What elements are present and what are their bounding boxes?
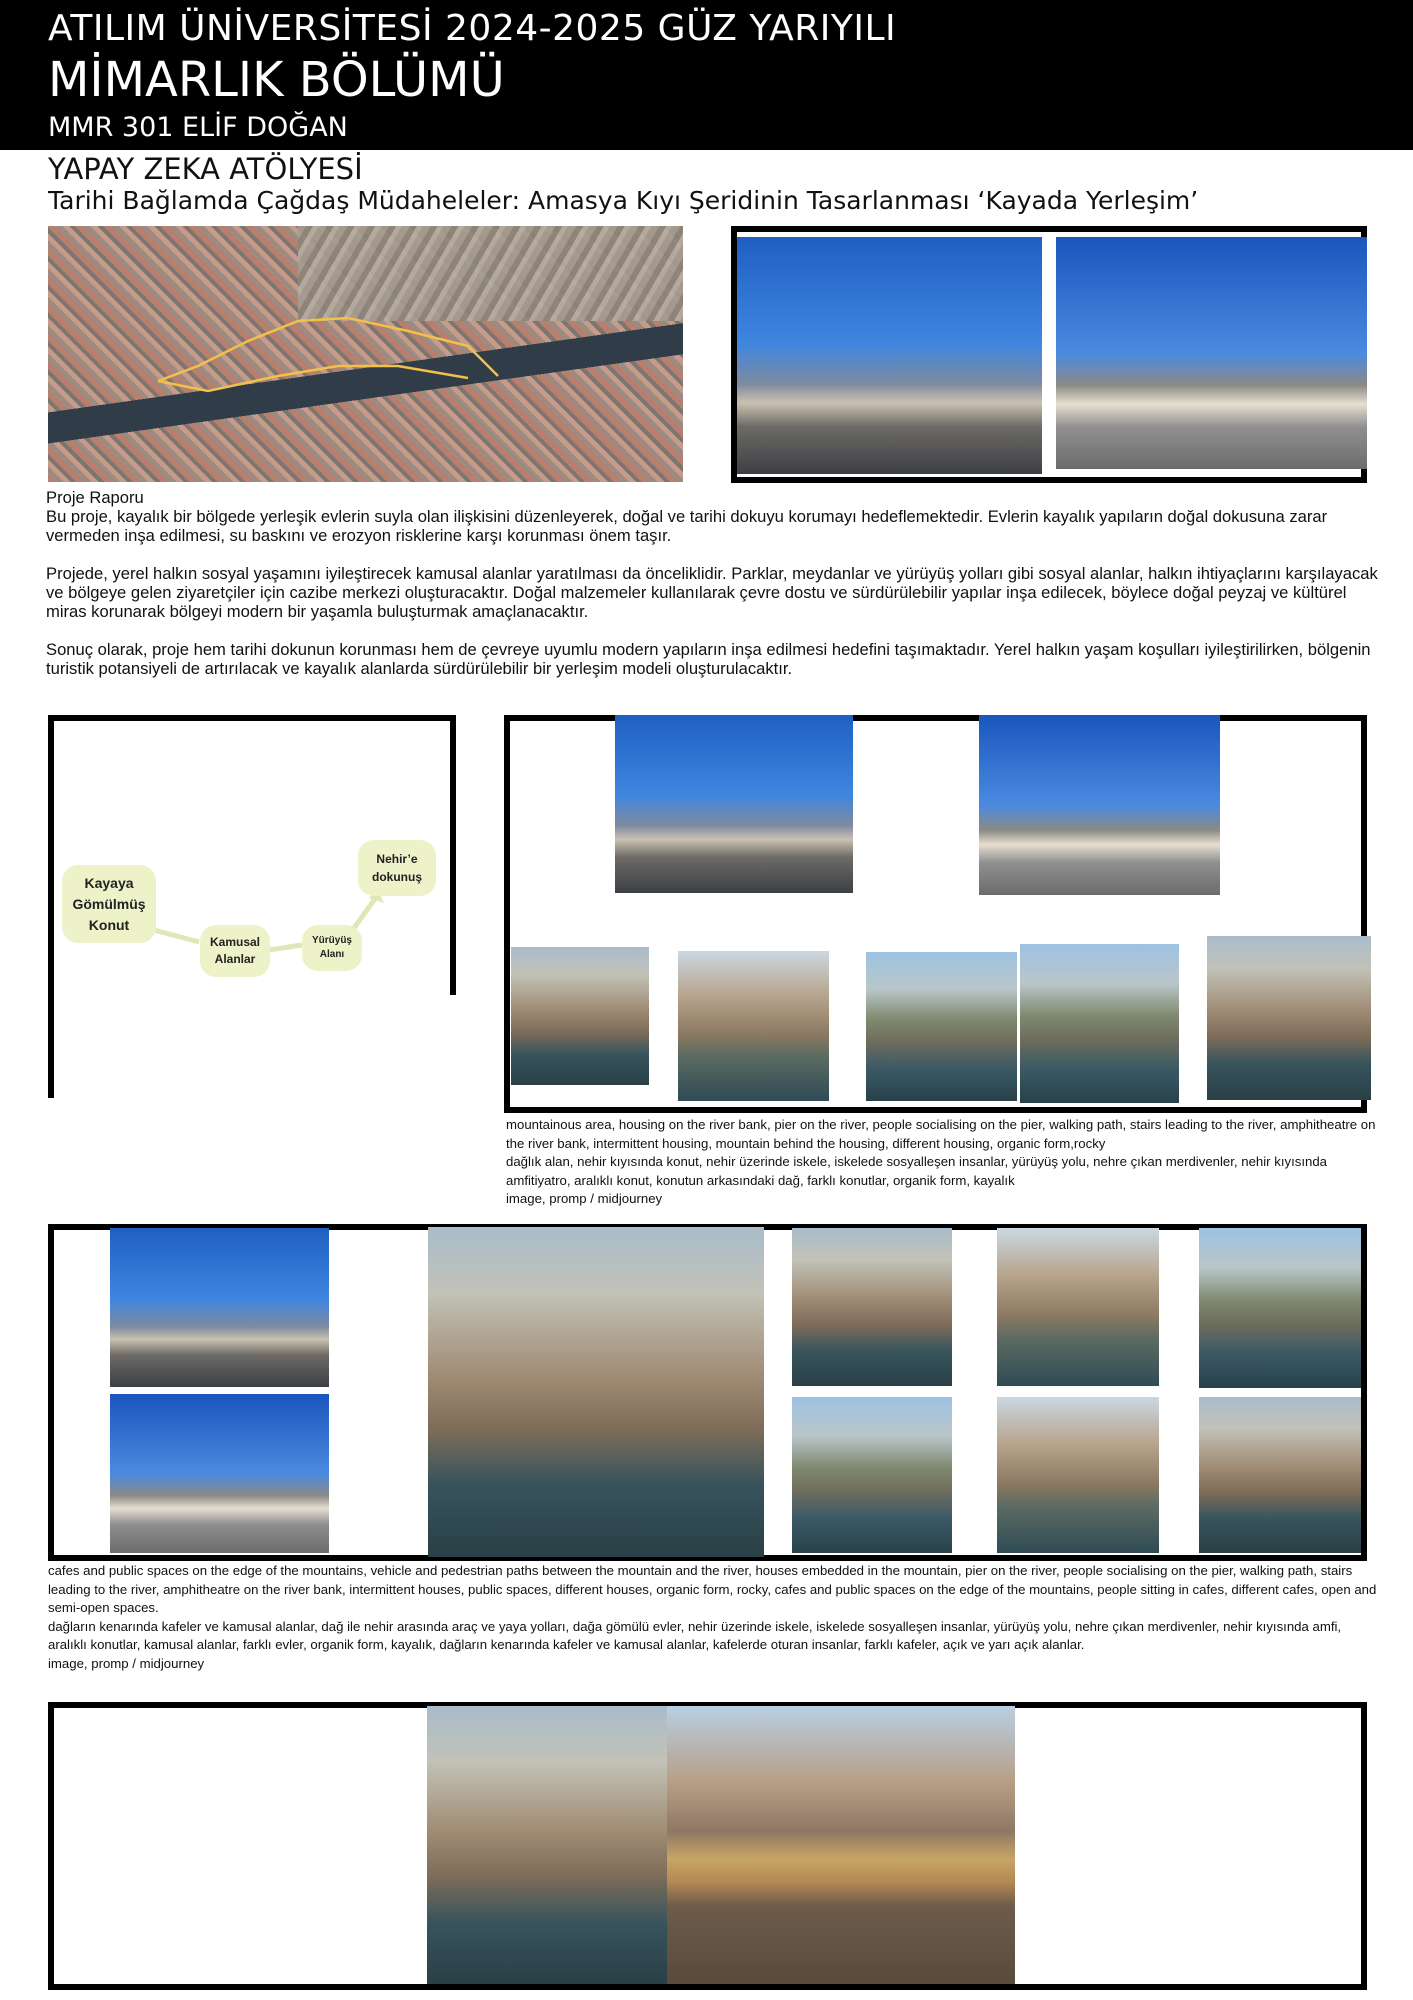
- gallery2-ai-hero-image: [428, 1227, 764, 1557]
- site-photo-bridge: [737, 237, 1042, 474]
- gallery2-caption: [48, 1562, 1378, 1673]
- gallery2-photo-riverside: [110, 1394, 329, 1553]
- diagram-node-walking-area: Yürüyüş Alanı: [302, 925, 362, 971]
- project-title: Tarihi Bağlamda Çağdaş Müdaheleler: Amasya Kıyı Şeridinin Tasarlanması ‘Kayada Yerleşim’: [48, 186, 1199, 215]
- gallery1-prompt-tr: dağlık alan, nehir kıyısında konut, nehir üzerinde iskele, iskelede sosyalleşen insanlar, yürüyüş yolu, nehre çıkan merdivenler, nehir kıyısında amfitiyatro, aralıklı konut, konutun arkasındaki dağ, farklı konutlar, organik form, kayalık: [506, 1154, 1328, 1188]
- project-report: [46, 488, 1386, 697]
- gallery1-ai-image-5: [1207, 936, 1371, 1100]
- gallery2-ai-image-2: [997, 1228, 1159, 1386]
- final-ai-render: [427, 1706, 667, 1984]
- map-route-overlay: [48, 226, 683, 482]
- gallery2-ai-image-5: [997, 1397, 1159, 1553]
- gallery2-ai-image-6: [1199, 1397, 1361, 1553]
- header-banner: [0, 0, 1413, 150]
- aerial-map-image: [48, 226, 683, 482]
- gallery2-ai-image-3: [1199, 1228, 1361, 1388]
- diagram-node-public-spaces: Kamusal Alanlar: [200, 925, 270, 977]
- gallery2-prompt-tr: dağların kenarında kafeler ve kamusal alanlar, dağ ile nehir arasında araç ve yaya yolları, dağa gömülü evler, nehir üzerinde iskele, iskelede sosyalleşen insanlar, yürüyüş yolu, nehre çıkan merdivenler, nehir kıyısında amfi, aralıklı konutlar, kamusal alanlar, farklı evler, organik form, kayalık, dağların kenarında kafeler ve kamusal alanlar, kafelerde oturan insanlar, farklı kafeler, açık ve yarı açık alanlar.: [48, 1618, 1342, 1652]
- gallery2-prompt-en: cafes and public spaces on the edge of the mountains, vehicle and pedestrian paths between the mountain and the river, houses embedded in the mountain, pier on the river, people socialising on the pier, walking path, stairs leading to the river, amphitheatre on the river bank, intermittent houses, public spaces, different houses, organic form, rocky, cafes and public spaces on the edge of the mountains, people sitting in cafes, different cafes, open and semi-open spaces.: [48, 1563, 1377, 1615]
- workshop-title: YAPAY ZEKA ATÖLYESİ: [48, 152, 363, 186]
- diagram-node-embedded-housing: Kayaya Gömülmüş Konut: [62, 865, 156, 943]
- gallery2-photo-bridge: [110, 1228, 329, 1387]
- site-photo-riverside: [1056, 237, 1367, 469]
- gallery2-ai-image-4: [792, 1397, 952, 1553]
- gallery1-prompt-en: mountainous area, housing on the river bank, pier on the river, people socialising on the pier, walking path, stairs leading to the river, amphitheatre on the river bank, intermittent housing, mountain behind the housing, different housing, organic form,rocky: [506, 1117, 1376, 1151]
- gallery1-ai-image-1: [511, 947, 649, 1085]
- gallery1-tool: image, promp / midjourney: [506, 1191, 663, 1206]
- report-paragraph-2: Projede, yerel halkın sosyal yaşamını iyileştirecek kamusal alanlar yaratılması da önceliklidir. Parklar, meydanlar ve yürüyüş yolları gibi sosyal alanlar, halkın ihtiyaçlarını karşılayacak ve bölgeye gelen ziyaretçiler için cazibe merkezi oluşturacaktır. Doğal malzemeler kullanılarak çevre dostu ve sürdürülebilir yapılar inşa edilecek, böylece doğal peyzaj ve kültürel miras korunarak bölgeyi modern bir yaşamla buluşturmak amaçlanacaktır.: [46, 564, 1378, 621]
- department-line: MİMARLIK BÖLÜMÜ: [48, 52, 505, 108]
- gallery1-ai-image-3: [866, 952, 1017, 1101]
- gallery1-ai-image-2: [678, 951, 829, 1101]
- gallery1-photo-riverside: [979, 715, 1220, 895]
- course-student-line: MMR 301 ELİF DOĞAN: [48, 112, 348, 143]
- gallery2-tool: image, promp / midjourney: [48, 1655, 205, 1671]
- report-label: Proje Raporu: [46, 488, 144, 507]
- final-amasya-photo: [667, 1706, 1015, 1984]
- diagram-node-river-touch: Nehir’e dokunuş: [358, 840, 436, 896]
- diagram-frame-right: [450, 715, 456, 995]
- report-paragraph-1: Bu proje, kayalık bir bölgede yerleşik evlerin suyla olan ilişkisini düzenleyerek, doğal ve tarihi dokuyu korumayı hedeflemektedir. Evlerin kayalık yapıların doğal dokusuna zarar vermeden inşa edilmesi, su baskını ve erozyon risklerine karşı korunması önem taşır.: [46, 507, 1328, 545]
- report-paragraph-3: Sonuç olarak, proje hem tarihi dokunun korunması hem de çevreye uyumlu modern yapıların inşa edilmesi hedefini taşımaktadır. Yerel halkın yaşam koşulları iyileştirilirken, bölgenin turistik potansiyeli de artırılacak ve kayalık alanlarda sürdürülebilir bir yerleşim modeli oluşturulacaktır.: [46, 640, 1371, 678]
- gallery1-photo-bridge: [615, 715, 853, 893]
- gallery2-ai-image-1: [792, 1228, 952, 1386]
- gallery1-caption: [506, 1116, 1376, 1209]
- gallery1-ai-image-4: [1020, 944, 1179, 1103]
- university-line: ATILIM ÜNİVERSİTESİ 2024-2025 GÜZ YARIYILI: [48, 8, 897, 49]
